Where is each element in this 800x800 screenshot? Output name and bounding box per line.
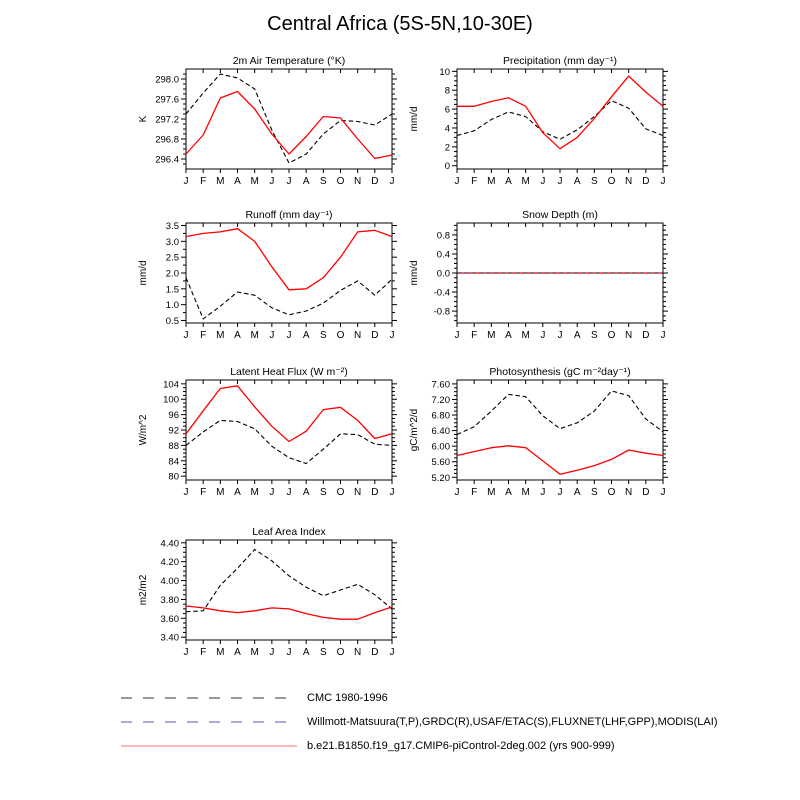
chart-precipitation [401,55,673,201]
svg-text:F: F [471,330,478,341]
legend-line-obs-products [120,718,298,726]
photosynthesis-plot [401,366,673,512]
svg-text:S: S [590,330,598,341]
svg-text:O: O [607,176,616,187]
svg-text:N: N [354,330,362,341]
svg-text:mm/d: mm/d [409,260,420,286]
svg-text:3.60: 3.60 [160,613,179,625]
svg-text:A: A [505,176,512,187]
svg-text:1.0: 1.0 [165,300,179,312]
svg-text:M: M [521,176,530,187]
svg-text:A: A [573,330,581,341]
svg-text:O: O [607,487,616,498]
svg-text:F: F [200,330,207,341]
svg-text:J: J [286,647,292,658]
svg-text:S: S [590,176,598,187]
svg-text:Leaf Area Index: Leaf Area Index [252,526,326,538]
leaf-area-index-plot [130,526,402,672]
svg-text:A: A [505,487,512,498]
svg-text:S: S [590,487,598,498]
svg-text:D: D [642,176,650,187]
svg-text:F: F [471,487,478,498]
2m-air-temperature-plot [130,55,402,201]
svg-text:N: N [625,487,633,498]
legend-item-cmc [120,686,718,710]
svg-text:4.40: 4.40 [160,538,179,550]
svg-text:0.0: 0.0 [436,268,450,280]
svg-text:M: M [216,176,225,187]
svg-text:100: 100 [163,394,179,406]
svg-text:4: 4 [444,123,450,135]
svg-text:M: M [250,176,259,187]
svg-text:N: N [354,647,362,658]
runoff-plot [130,209,402,355]
svg-text:J: J [183,330,189,341]
svg-text:88: 88 [168,440,179,452]
svg-text:104: 104 [163,379,179,391]
svg-text:-0.8: -0.8 [433,306,450,318]
svg-text:F: F [200,176,207,187]
svg-text:M: M [250,647,259,658]
svg-text:5.60: 5.60 [431,457,450,469]
svg-text:2.5: 2.5 [165,252,179,264]
chart-2m-air-temperature [130,55,402,201]
svg-text:mm/d: mm/d [138,260,149,286]
svg-text:M: M [487,176,496,187]
svg-text:A: A [573,176,581,187]
svg-text:J: J [286,487,292,498]
svg-text:O: O [336,330,345,341]
svg-text:Precipitation (mm day⁻¹): Precipitation (mm day⁻¹) [502,55,618,67]
svg-text:F: F [200,487,207,498]
svg-text:92: 92 [168,425,179,437]
chart-snow-depth [401,209,673,355]
svg-text:M: M [250,487,259,498]
svg-text:O: O [336,487,345,498]
svg-text:S: S [319,330,327,341]
svg-text:S: S [319,487,327,498]
svg-text:N: N [354,487,362,498]
svg-text:M: M [216,487,225,498]
svg-text:J: J [660,330,666,341]
svg-text:F: F [471,176,478,187]
svg-text:8: 8 [444,85,450,97]
svg-text:A: A [234,330,241,341]
chart-leaf-area-index [130,526,402,672]
svg-text:J: J [389,330,395,341]
svg-text:296.8: 296.8 [155,134,179,146]
svg-text:J: J [389,176,395,187]
svg-text:10: 10 [439,66,450,78]
chart-latent-heat-flux [130,366,402,512]
svg-text:4.20: 4.20 [160,557,179,569]
svg-text:96: 96 [168,410,179,422]
svg-text:D: D [371,487,379,498]
svg-text:D: D [371,330,379,341]
svg-text:J: J [269,487,275,498]
svg-text:J: J [454,176,460,187]
svg-text:J: J [540,176,546,187]
chart-runoff [130,209,402,355]
svg-text:K: K [138,115,149,123]
svg-text:296.4: 296.4 [155,154,179,166]
svg-text:A: A [234,176,241,187]
svg-text:J: J [389,647,395,658]
svg-text:3.40: 3.40 [160,632,179,644]
svg-text:2m Air Temperature (°K): 2m Air Temperature (°K) [232,55,346,67]
svg-text:J: J [183,647,189,658]
svg-text:J: J [286,330,292,341]
page-title: Central Africa (5S-5N,10-30E) [267,13,533,35]
svg-text:Photosynthesis (gC m⁻²day⁻¹): Photosynthesis (gC m⁻²day⁻¹) [489,366,631,378]
svg-text:297.6: 297.6 [155,94,179,106]
svg-text:N: N [354,176,362,187]
svg-text:gC/m^2/d: gC/m^2/d [409,408,420,452]
latent-heat-flux-plot [130,366,402,512]
svg-text:7.20: 7.20 [431,394,450,406]
svg-text:80: 80 [168,471,179,483]
svg-text:M: M [521,487,530,498]
svg-text:0.8: 0.8 [436,230,450,242]
svg-text:6.80: 6.80 [431,410,450,422]
legend-label: b.e21.B1850.f19_g17.CMIP6-piControl-2deg.002 (yrs 900-999) [307,740,615,752]
snow-depth-plot [401,209,673,355]
svg-text:6.40: 6.40 [431,426,450,438]
svg-text:N: N [625,330,633,341]
svg-text:84: 84 [168,456,179,468]
svg-text:A: A [505,330,512,341]
svg-text:O: O [336,647,345,658]
svg-text:5.20: 5.20 [431,472,450,484]
svg-text:6.00: 6.00 [431,441,450,453]
svg-text:J: J [269,647,275,658]
svg-text:D: D [642,487,650,498]
svg-text:298.0: 298.0 [155,74,179,86]
svg-text:S: S [319,647,327,658]
svg-text:J: J [557,176,563,187]
svg-text:J: J [660,176,666,187]
svg-text:J: J [183,487,189,498]
svg-text:3.0: 3.0 [165,236,179,248]
svg-text:1.5: 1.5 [165,284,179,296]
svg-text:A: A [234,647,241,658]
svg-text:0.5: 0.5 [165,315,179,327]
svg-text:J: J [454,330,460,341]
svg-text:J: J [660,487,666,498]
svg-text:J: J [557,330,563,341]
svg-text:M: M [250,330,259,341]
svg-text:Runoff (mm day⁻¹): Runoff (mm day⁻¹) [245,209,333,221]
svg-text:7.60: 7.60 [431,379,450,391]
svg-text:2.0: 2.0 [165,268,179,280]
svg-text:297.2: 297.2 [155,114,179,126]
svg-text:D: D [371,176,379,187]
svg-text:J: J [183,176,189,187]
svg-text:A: A [573,487,581,498]
svg-text:m2/m2: m2/m2 [138,574,149,606]
svg-text:A: A [302,176,310,187]
legend-line-model [120,742,298,750]
legend-label: Willmott-Matsuura(T,P),GRDC(R),USAF/ETAC(S),FLUXNET(LHF,GPP),MODIS(LAI) [307,716,718,728]
svg-text:J: J [269,330,275,341]
svg-text:M: M [487,487,496,498]
svg-text:O: O [336,176,345,187]
svg-text:W/m^2: W/m^2 [138,414,149,446]
svg-text:D: D [371,647,379,658]
svg-text:2: 2 [444,142,450,154]
svg-text:3.5: 3.5 [165,221,179,233]
svg-text:M: M [487,330,496,341]
svg-text:6: 6 [444,104,450,116]
svg-text:S: S [319,176,327,187]
svg-text:J: J [389,487,395,498]
svg-text:mm/d: mm/d [409,106,420,132]
legend-item-model [120,734,718,758]
svg-text:O: O [607,330,616,341]
legend-label: CMC 1980-1996 [307,692,388,704]
svg-text:M: M [216,330,225,341]
svg-text:N: N [625,176,633,187]
svg-text:A: A [234,487,241,498]
legend-item-obs-products [120,710,718,734]
svg-text:M: M [521,330,530,341]
svg-text:J: J [269,176,275,187]
svg-text:0.4: 0.4 [436,249,450,261]
svg-text:3.80: 3.80 [160,594,179,606]
svg-text:Latent Heat Flux (W m⁻²): Latent Heat Flux (W m⁻²) [230,366,348,378]
legend-line-obs-cmc [120,694,298,702]
svg-text:D: D [642,330,650,341]
svg-text:-0.4: -0.4 [433,287,450,299]
svg-text:J: J [557,487,563,498]
precipitation-plot [401,55,673,201]
svg-text:M: M [216,647,225,658]
svg-text:A: A [302,647,310,658]
svg-text:J: J [286,176,292,187]
svg-text:J: J [540,330,546,341]
legend [120,686,718,758]
svg-text:4.00: 4.00 [160,576,179,588]
svg-text:F: F [200,647,207,658]
svg-text:Snow Depth (m): Snow Depth (m) [522,209,598,221]
svg-text:A: A [302,330,310,341]
svg-text:J: J [540,487,546,498]
chart-photosynthesis [401,366,673,512]
svg-text:0: 0 [444,161,450,173]
svg-text:J: J [454,487,460,498]
svg-text:A: A [302,487,310,498]
